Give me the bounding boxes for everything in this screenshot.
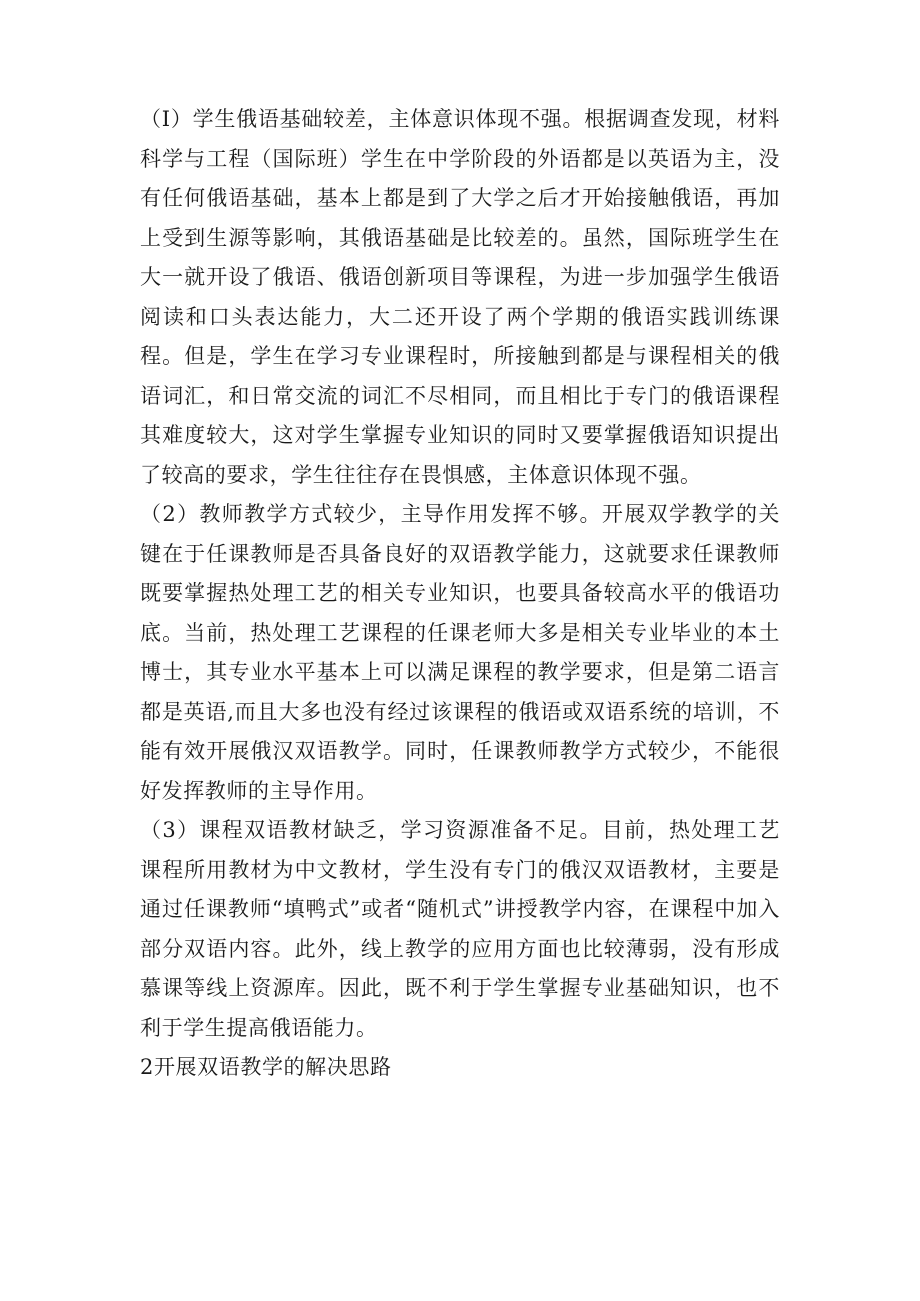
document-page — [140, 100, 780, 1088]
paragraph-2: （2）教师教学方式较少，主导作用发挥不够。开展双学教学的关键在于任课教师是否具备良好的双语教学能力，这就要求任课教师既要掌握热处理工艺的相关专业知识，也要具备较高水平的俄语功底。当前，热处理工艺课程的任课老师大多是相关专业毕业的本土博士，其专业水平基本上可以满足课程的教学要求，但是第二语言都是英语,而且大多也没有经过该课程的俄语或双语系统的培训，不能有效开展俄汉双语教学。同时，任课教师教学方式较少，不能很好发挥教师的主导作用。 — [140, 502, 780, 803]
section-heading: 2开展双语教学的解决思路 — [140, 1055, 392, 1079]
paragraph-1: （I）学生俄语基础较差，主体意识体现不强。根据调查发现，材料科学与工程（国际班）学生在中学阶段的外语都是以英语为主，没有任何俄语基础，基本上都是到了大学之后才开始接触俄语，再加上受到生源等影响，其俄语基础是比较差的。虽然，国际班学生在大一就开设了俄语、俄语创新项目等课程，为进一步加强学生俄语阅读和口头表达能力，大二还开设了两个学期的俄语实践训练课程。但是，学生在学习专业课程时，所接触到都是与课程相关的俄语词汇，和日常交流的词汇不尽相同，而且相比于专门的俄语课程其难度较大，这对学生掌握专业知识的同时又要掌握俄语知识提出了较高的要求，学生往往存在畏惧感，主体意识体现不强。 — [140, 107, 780, 487]
paragraph-3: （3）课程双语教材缺乏，学习资源准备不足。目前，热处理工艺课程所用教材为中文教材，学生没有专门的俄汉双语教材，主要是通过任课教师“填鸭式”或者“随机式”讲授教学内容，在课程中加入部分双语内容。此外，线上教学的应用方面也比较薄弱，没有形成慕课等线上资源库。因此，既不利于学生掌握专业基础知识，也不利于学生提高俄语能力。 — [140, 818, 780, 1040]
